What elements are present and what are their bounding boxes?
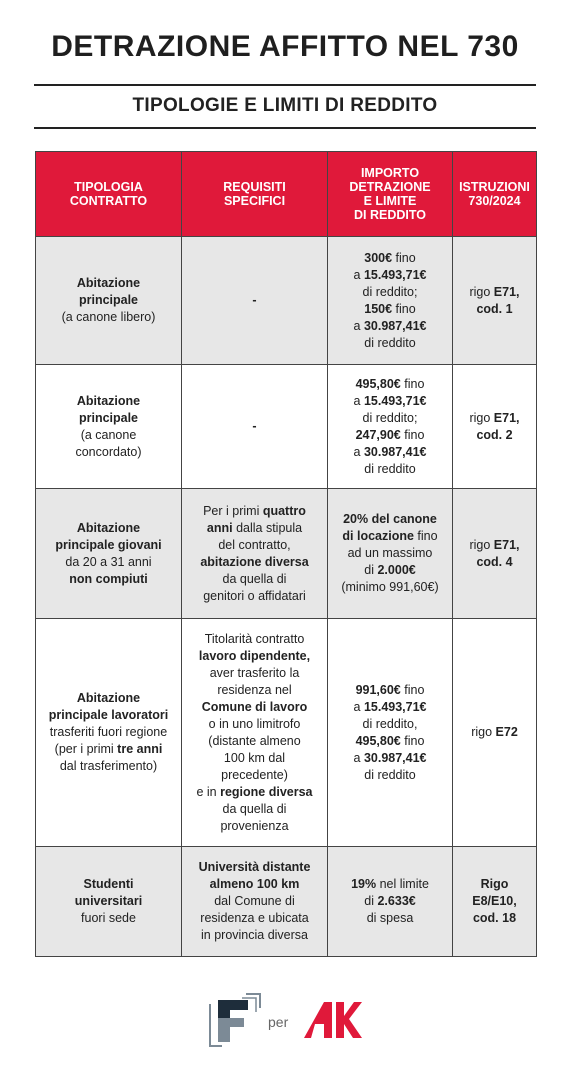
cell-text-run: 300€: [364, 250, 393, 265]
cell-text-run: da 20 a 31 anni: [65, 554, 152, 569]
cell-text-run: di reddito;: [362, 284, 418, 299]
footer-connector-text: per: [268, 1014, 289, 1030]
cell-text-run: Abitazione principale giovani: [55, 520, 162, 552]
cell-text-run: da quella di provenienza: [220, 801, 289, 833]
cell-text-run: -: [252, 419, 257, 433]
cell-text-run: abitazione diversa: [200, 554, 309, 569]
cell-text-run: fino a: [353, 733, 425, 765]
cell-text-run: rigo: [469, 537, 494, 552]
cell-text-run: di reddito: [364, 335, 416, 350]
cell-text-run: Studenti universitari: [74, 877, 143, 908]
cell-istruzioni: [453, 847, 537, 957]
cell-text-run: nel limite di: [364, 877, 429, 908]
cell-requisiti: [182, 619, 328, 847]
cell-text-run: rigo: [469, 284, 494, 299]
cell-importo: [328, 847, 453, 957]
cell-text-run: trasferiti fuori regione (per i primi: [49, 725, 168, 756]
cell-text-run: fino a: [353, 376, 425, 408]
cell-text-run: aver trasferito la residenza nel: [209, 665, 300, 697]
cell-text-run: fino a: [353, 682, 425, 714]
cell-text-run: dal trasferimento): [59, 759, 158, 773]
cell-text-run: tre anni: [117, 742, 163, 756]
table-header-row: [36, 152, 537, 237]
cell-tipologia: [36, 237, 182, 365]
cell-text-run: 20% del canone di locazione: [342, 512, 437, 543]
cell-istruzioni: [453, 237, 537, 365]
cell-text-run: fuori sede: [81, 911, 136, 925]
cell-text-run: 15.493,71€: [363, 699, 427, 714]
column-header-istruzioni: ISTRUZIONI 730/2024: [453, 152, 537, 237]
cell-text-run: rigo: [469, 410, 494, 425]
cell-text-run: 30.987,41€: [363, 750, 427, 765]
cell-text-run: (minimo 991,60€): [341, 580, 439, 594]
cell-text-run: da quella di genitori o affidatari: [203, 571, 306, 603]
cell-text-run: fino a: [353, 427, 425, 459]
f-logo-icon: [206, 990, 262, 1048]
column-header-tipologia: TIPOLOGIA CONTRATTO: [36, 152, 182, 237]
cell-text-run: di reddito,: [362, 716, 418, 731]
table-row: [36, 619, 537, 847]
cell-text-run: Titolarità contratto: [204, 631, 305, 646]
cell-text-run: 495,80€: [355, 376, 401, 391]
cell-text-run: -: [252, 293, 257, 307]
cell-text-run: fino ad un massimo di: [347, 529, 438, 577]
cell-text-run: Abitazione principale: [76, 393, 141, 425]
cell-text-run: E71, cod. 2: [476, 410, 520, 442]
cell-text-run: 30.987,41€: [363, 318, 427, 333]
cell-requisiti: [182, 847, 328, 957]
cell-istruzioni: [453, 365, 537, 489]
cell-text-run: non compiuti: [69, 571, 148, 586]
cell-text-run: E71, cod. 1: [476, 284, 520, 316]
cell-istruzioni: [453, 619, 537, 847]
cell-tipologia: [36, 619, 182, 847]
cell-requisiti: [182, 489, 328, 619]
cell-text-run: 150€: [364, 301, 393, 316]
cell-text-run: 247,90€: [355, 427, 401, 442]
column-header-importo: IMPORTO DETRAZIONE E LIMITE DI REDDITO: [328, 152, 453, 237]
cell-text-run: fino a: [353, 301, 416, 333]
cell-text-run: 991,60€: [355, 682, 401, 697]
table-row: [36, 847, 537, 957]
cell-text-run: (a canone libero): [61, 310, 156, 324]
cell-importo: [328, 489, 453, 619]
cell-text-run: 495,80€: [355, 733, 401, 748]
cell-tipologia: [36, 847, 182, 957]
cell-text-run: 15.493,71€: [363, 267, 427, 282]
cell-text-run: regione diversa: [220, 784, 313, 799]
cell-requisiti: [182, 365, 328, 489]
deductions-table: [35, 151, 537, 957]
cell-tipologia: [36, 365, 182, 489]
table-body: [36, 237, 537, 957]
cell-text-run: di spesa: [366, 911, 414, 925]
page-title: DETRAZIONE AFFITTO NEL 730: [51, 30, 519, 63]
cell-text-run: di reddito: [364, 461, 416, 476]
cell-text-run: Rigo E8/E10, cod. 18: [472, 877, 517, 925]
table-row: [36, 237, 537, 365]
column-header-requisiti: REQUISITI SPECIFICI: [182, 152, 328, 237]
cell-istruzioni: [453, 489, 537, 619]
cell-text-run: 30.987,41€: [363, 444, 427, 459]
cell-text-run: 2.633€: [377, 894, 416, 908]
footer-logos: [0, 990, 570, 1050]
cell-text-run: fino a: [353, 250, 416, 282]
cell-text-run: 2.000€: [377, 563, 416, 577]
table-row: [36, 365, 537, 489]
table-row: [36, 489, 537, 619]
cell-text-run: 15.493,71€: [363, 393, 427, 408]
cell-text-run: quattro anni: [206, 503, 306, 535]
cell-text-run: rigo: [471, 725, 496, 739]
cell-text-run: Abitazione principale lavoratori: [48, 691, 169, 722]
cell-tipologia: [36, 489, 182, 619]
cell-text-run: Per i primi: [203, 503, 263, 518]
cell-importo: [328, 619, 453, 847]
cell-importo: [328, 237, 453, 365]
page-subtitle: TIPOLOGIE E LIMITI DI REDDITO: [132, 95, 438, 116]
cell-text-run: Università distante almeno 100 km: [198, 860, 311, 891]
cell-text-run: Comune di lavoro: [201, 699, 308, 714]
subtitle-divider: [34, 127, 536, 129]
cell-importo: [328, 365, 453, 489]
cell-text-run: di reddito: [364, 767, 416, 782]
cell-requisiti: [182, 237, 328, 365]
cell-text-run: dalla stipula del contratto,: [218, 520, 303, 552]
cell-text-run: o in uno limitrofo (distante almeno 100 km dal precedente) e in: [196, 716, 301, 799]
cell-text-run: E71, cod. 4: [476, 537, 520, 569]
cell-text-run: lavoro dipendente,: [198, 648, 311, 663]
cell-text-run: E72: [495, 725, 518, 739]
cell-text-run: di reddito;: [362, 410, 418, 425]
ak-logo-icon: [302, 998, 362, 1040]
cell-text-run: Abitazione principale: [76, 276, 141, 307]
cell-text-run: (a canone concordato): [75, 427, 142, 459]
cell-text-run: dal Comune di residenza e ubicata in provincia diversa: [200, 894, 309, 942]
title-divider: [34, 84, 536, 86]
cell-text-run: 19%: [351, 877, 377, 891]
